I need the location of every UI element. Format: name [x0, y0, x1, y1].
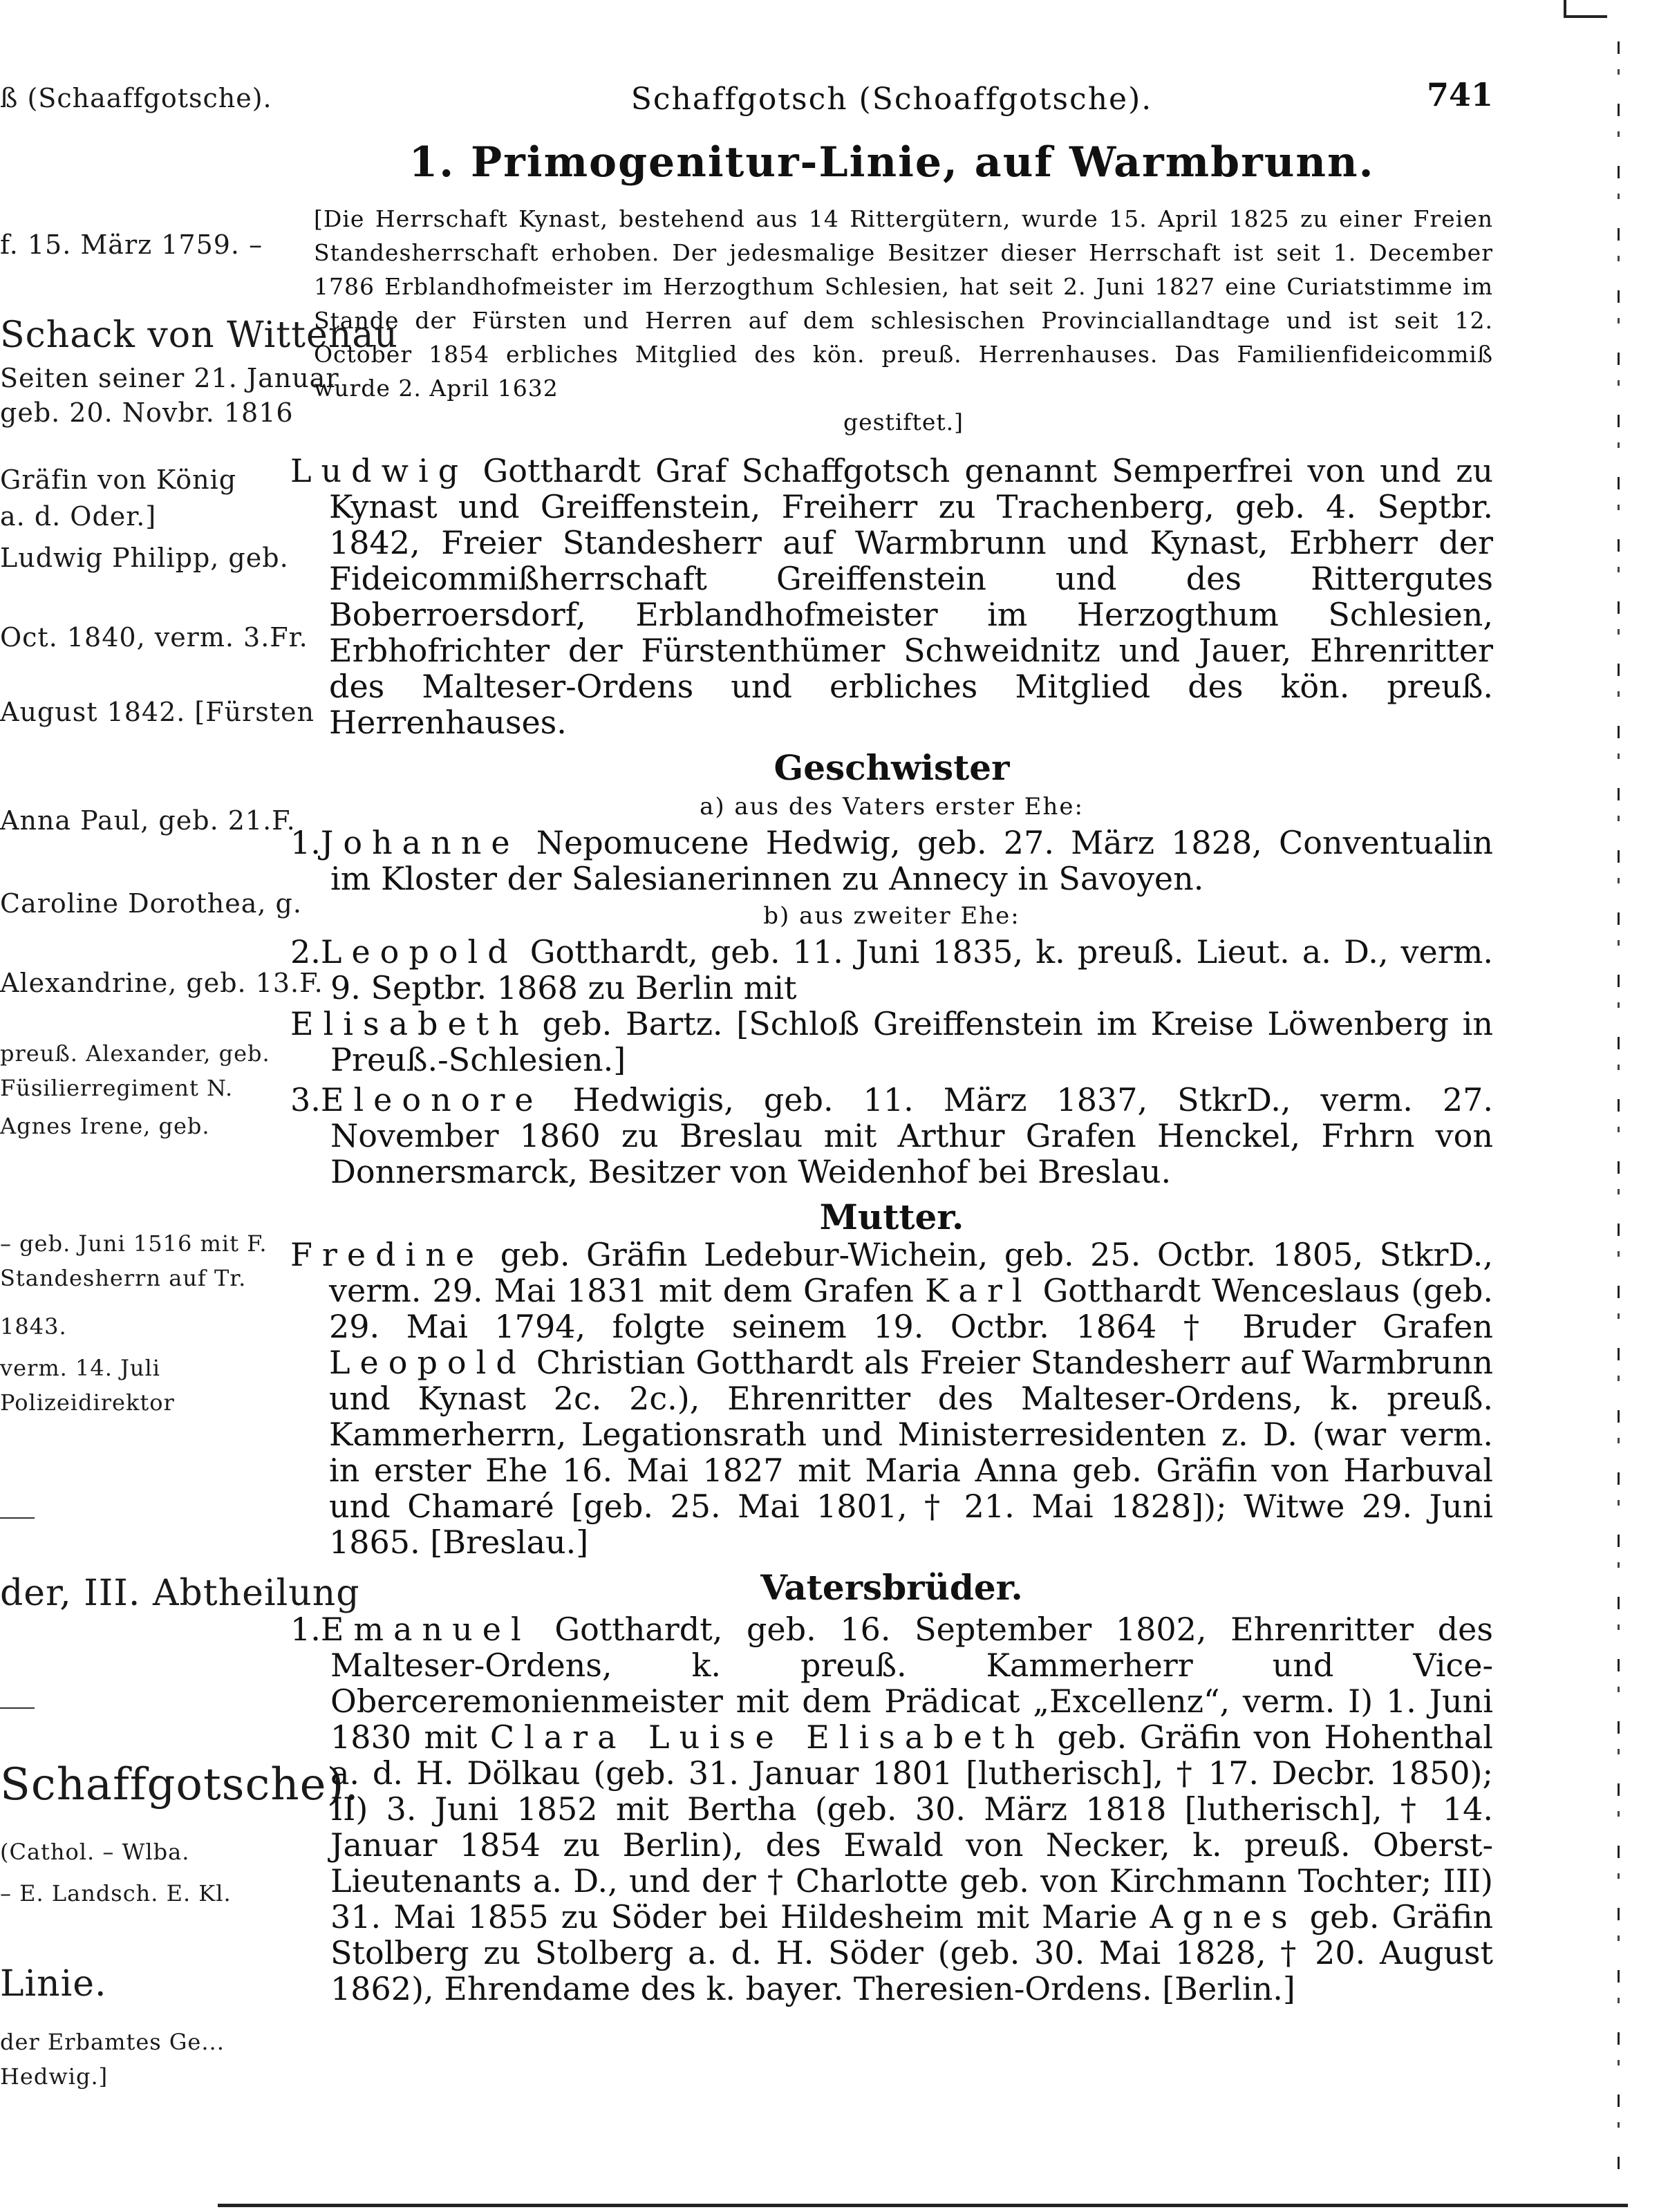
left-rule	[0, 1517, 35, 1519]
left-line: Polizeidirektor	[0, 1389, 175, 1416]
left-line: Schack von Wittenau	[0, 315, 398, 356]
entry-text: Gotthardt Wenceslaus (geb. 29. Mai 1794, folgte seinem 19. Octbr. 1864 † Bruder Grafen	[329, 1272, 1493, 1345]
person-name: Elisabeth	[290, 1005, 529, 1042]
left-line: Linie.	[0, 1963, 107, 2005]
person-name: Johanne	[320, 824, 520, 861]
intro-text: [Die Herrschaft Kynast, bestehend aus 14 Rittergütern, wurde 15. April 1825 zu einer Freien Standesherrschaft erhoben. Der jedesmalige Besitzer dieser Herrschaft ist seit 1. December 1786 Erblandhofmeister im Herzogthum Schlesien, hat seit 2. Juni 1827 eine Curiatstimme im Stande der Fürsten und Herren auf dem schlesischen Provinciallandtage und ist seit 12. October 1854 erbliches Mitglied des kön. preuß. Herrenhauses. Das Familienfideicommiß wurde 2. April 1632	[314, 205, 1493, 402]
entry-text: geb. Gräfin Ledebur-Wichein, geb. 25. Octbr. 1805, StkrD., verm. 29. Mai 1831 mit dem Grafen	[329, 1236, 1493, 1309]
entry-text: geb. Gräfin Stolberg zu Stolberg a. d. H. Söder (geb. 30. Mai 1828, † 20. August 1862), Ehrendame des k. bayer. Theresien-Ordens. [Berlin.]	[330, 1898, 1493, 2007]
siblings-sub-a: a) aus des Vaters erster Ehe:	[700, 793, 1084, 821]
spouse-entry	[290, 1006, 1493, 1078]
left-line: Oct. 1840, verm. 3.Fr.	[0, 622, 308, 653]
person-name: Agnes	[1150, 1898, 1297, 1936]
left-line: Schaffgotsche).	[0, 1759, 359, 1810]
left-line: – E. Landsch. E. Kl.	[0, 1880, 232, 1906]
person-name: Karl	[925, 1272, 1032, 1309]
left-line: f. 15. März 1759. –	[0, 229, 263, 260]
person-name: Leopold	[329, 1344, 526, 1381]
item-number: 1.	[290, 824, 321, 861]
left-line: Füsilierregiment N.	[0, 1075, 234, 1101]
left-line: Seiten seiner 21. Januar	[0, 363, 339, 393]
left-line: Gräfin von König	[0, 465, 237, 495]
entry-text: Gotthardt Graf Schaffgotsch genannt Semperfrei von und zu Kynast und Greiffenstein, Freiherr zu Trachenberg, geb. 4. Septbr. 1842, Freier Standesherr auf Warmbrunn und Kynast, Erbherr der Fideicommißherrschaft Greiffenstein und des Rittergutes Boberroersdorf, Erblandhofmeister im Herzogthum Schlesien, Erbhofrichter der Fürstenthümer Schweidnitz und Jauer, Ehrenritter des Malteser-Ordens und erbliches Mitglied des kön. preuß. Herrenhauses.	[329, 452, 1493, 741]
running-title: Schaffgotsch (Schoaffgotsche).	[630, 82, 1153, 117]
sibling-entry	[290, 825, 1493, 897]
left-line: Caroline Dorothea, g.	[0, 888, 302, 919]
corner-mark	[1566, 15, 1607, 18]
left-line: 1843.	[0, 1313, 67, 1340]
left-line: Hedwig.]	[0, 2063, 109, 2090]
person-name: Ludwig	[290, 452, 469, 489]
page-number: 741	[1426, 76, 1493, 113]
head-of-house-entry	[290, 453, 1493, 740]
person-name: Fredine	[290, 1236, 485, 1273]
sibling-entry	[290, 1082, 1493, 1190]
left-line: Alexandrine, geb. 13.F.	[0, 968, 324, 998]
bottom-rule	[218, 2204, 1628, 2207]
entry-text: geb. Bartz. [Schloß Greiffenstein im Kreise Löwenberg in Preuß.-Schlesien.]	[330, 1005, 1493, 1078]
left-line: der Erbamtes Ge...	[0, 2029, 225, 2055]
uncles-heading: Vatersbrüder.	[760, 1567, 1023, 1608]
entry-text: Hedwigis, geb. 11. März 1837, StkrD., verm. 27. November 1860 zu Breslau mit Arthur Grafen Henckel, Frhrn von Donnersmarck, Besitzer von Weidenhof bei Breslau.	[330, 1081, 1493, 1190]
person-name: Eleonore	[320, 1081, 543, 1118]
left-line: a. d. Oder.]	[0, 501, 157, 532]
item-number: 1.	[290, 1611, 321, 1648]
siblings-heading: Geschwister	[774, 747, 1010, 788]
siblings-sub-b: b) aus zweiter Ehe:	[763, 902, 1020, 930]
mother-heading: Mutter.	[819, 1197, 964, 1237]
left-line: – geb. Juni 1516 mit F.	[0, 1230, 268, 1257]
entry-text: Christian Gotthardt als Freier Standesherr auf Warmbrunn und Kynast 2c. 2c.), Ehrenritter des Malteser-Ordens, k. preuß. Kammerherrn, Legationsrath und Ministerresidenten z. D. (war verm. in erster Ehe 16. Mai 1827 mit Maria Anna geb. Gräfin von Harbuval und Chamaré [geb. 25. Mai 1801, † 21. Mai 1828]); Witwe 29. Juni 1865. [Breslau.]	[329, 1344, 1493, 1561]
left-line: verm. 14. Juli	[0, 1355, 160, 1381]
uncle-entry	[290, 1611, 1493, 2007]
sibling-entry	[290, 934, 1493, 1006]
left-line: preuß. Alexander, geb.	[0, 1040, 270, 1067]
main-page	[290, 69, 1493, 2007]
line-title: 1. Primogenitur-Linie, auf Warmbrunn.	[409, 138, 1375, 187]
person-name: Emanuel	[320, 1611, 531, 1648]
left-line: August 1842. [Fürsten	[0, 697, 315, 727]
left-line: ß (Schaaffgotsche).	[0, 83, 272, 113]
mother-entry	[290, 1237, 1493, 1560]
left-rule	[0, 1707, 35, 1709]
entry-text: Nepomucene Hedwig, geb. 27. März 1828, Conventualin im Kloster der Salesianerinnen zu Annecy in Savoyen.	[330, 824, 1493, 897]
person-name: Leopold	[320, 933, 518, 971]
left-line: Standesherrn auf Tr.	[0, 1265, 247, 1291]
running-head	[290, 69, 1493, 124]
page-edge	[1618, 41, 1620, 2171]
left-line: geb. 20. Novbr. 1816	[0, 397, 294, 428]
left-line: Agnes Irene, geb.	[0, 1113, 210, 1139]
left-line: (Cathol. – Wlba.	[0, 1839, 190, 1865]
item-number: 3.	[290, 1081, 321, 1118]
item-number: 2.	[290, 933, 321, 971]
intro-paragraph	[314, 202, 1493, 439]
left-line: Anna Paul, geb. 21.F.	[0, 805, 296, 836]
entry-text: geb. Gräfin von Hohenthal a. d. H. Dölkau (geb. 31. Januar 1801 [lutherisch], † 17. Decbr. 1850); II) 3. Juni 1852 mit Bertha (geb. 30. März 1818 [lutherisch], † 14. Januar 1854 zu Berlin), des Ewald von Necker, k. preuß. Oberst-Lieutenants a. D., und der † Charlotte geb. von Kirchmann Tochter; III) 31. Mai 1855 zu Söder bei Hildesheim mit Marie	[330, 1718, 1493, 1936]
entry-text: Gotthardt, geb. 11. Juni 1835, k. preuß. Lieut. a. D., verm. 9. Septbr. 1868 zu Berlin mit	[330, 933, 1493, 1006]
left-line: Ludwig Philipp, geb.	[0, 543, 289, 573]
person-name: Clara Luise Elisabeth	[489, 1718, 1045, 1756]
intro-last-line: gestiftet.]	[843, 409, 964, 435]
entry-text: Gotthardt, geb. 16. September 1802, Ehrenritter des Malteser-Ordens, k. preuß. Kammerherr und Vice-Oberceremonienmeister mit dem Prädicat „Excellenz“, verm. I) 1. Juni 1830 mit	[330, 1611, 1493, 1756]
left-line: der, III. Abtheilung	[0, 1573, 360, 1614]
